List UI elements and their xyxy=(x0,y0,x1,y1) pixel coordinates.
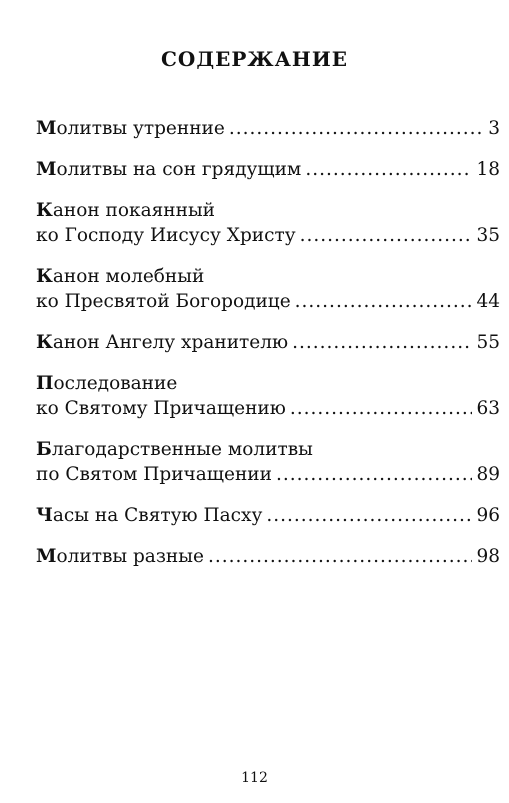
toc-page-number: 89 xyxy=(476,464,500,485)
toc-entry-title: Часы на Святую Пасху xyxy=(36,505,263,526)
toc-entry-title: Молитвы разные xyxy=(36,546,204,567)
toc-page-number: 35 xyxy=(476,225,500,246)
toc-page-number: 98 xyxy=(476,546,500,567)
toc-page-number: 44 xyxy=(476,291,500,312)
toc-leader-dots xyxy=(208,544,473,569)
toc-entry-title: Канон Ангелу хранителю xyxy=(36,332,289,353)
toc-page-number: 63 xyxy=(476,398,500,419)
toc-entry-title-line2: ко Господу Иисусу Христу xyxy=(36,225,296,246)
toc-entry xyxy=(36,198,500,248)
table-of-contents xyxy=(36,116,500,585)
toc-entry-title-line1: Канон молебный xyxy=(36,266,205,287)
toc-leader-dots xyxy=(292,330,472,355)
toc-entry-title-line1: Последование xyxy=(36,373,178,394)
toc-entry xyxy=(36,157,500,182)
toc-entry-title-line1: Благодарственные молитвы xyxy=(36,439,313,460)
toc-leader-dots xyxy=(305,157,472,182)
toc-entry-title-line2: ко Святому Причащению xyxy=(36,398,286,419)
toc-leader-dots xyxy=(300,223,473,248)
toc-leader-dots xyxy=(266,503,472,528)
toc-page-number: 18 xyxy=(476,159,500,180)
toc-entry xyxy=(36,371,500,421)
toc-entry-title-line1: Канон покаянный xyxy=(36,200,215,221)
toc-entry xyxy=(36,544,500,569)
toc-entry xyxy=(36,116,500,141)
toc-page-number: 96 xyxy=(476,505,500,526)
toc-entry-title: Молитвы утренние xyxy=(36,118,225,139)
toc-page-number: 55 xyxy=(476,332,500,353)
toc-entry xyxy=(36,503,500,528)
toc-entry xyxy=(36,437,500,487)
toc-leader-dots xyxy=(229,116,484,141)
page-title: содержание xyxy=(161,40,348,73)
toc-page-number: 3 xyxy=(488,118,500,139)
toc-entry xyxy=(36,264,500,314)
toc-entry-title-line2: по Святом Причащении xyxy=(36,464,272,485)
toc-entry xyxy=(36,330,500,355)
toc-entry-title: Молитвы на сон грядущим xyxy=(36,159,302,180)
toc-leader-dots xyxy=(276,462,473,487)
page-number: 112 xyxy=(241,770,268,786)
toc-entry-title-line2: ко Пресвятой Богородице xyxy=(36,291,291,312)
toc-leader-dots xyxy=(295,289,473,314)
toc-leader-dots xyxy=(290,396,473,421)
